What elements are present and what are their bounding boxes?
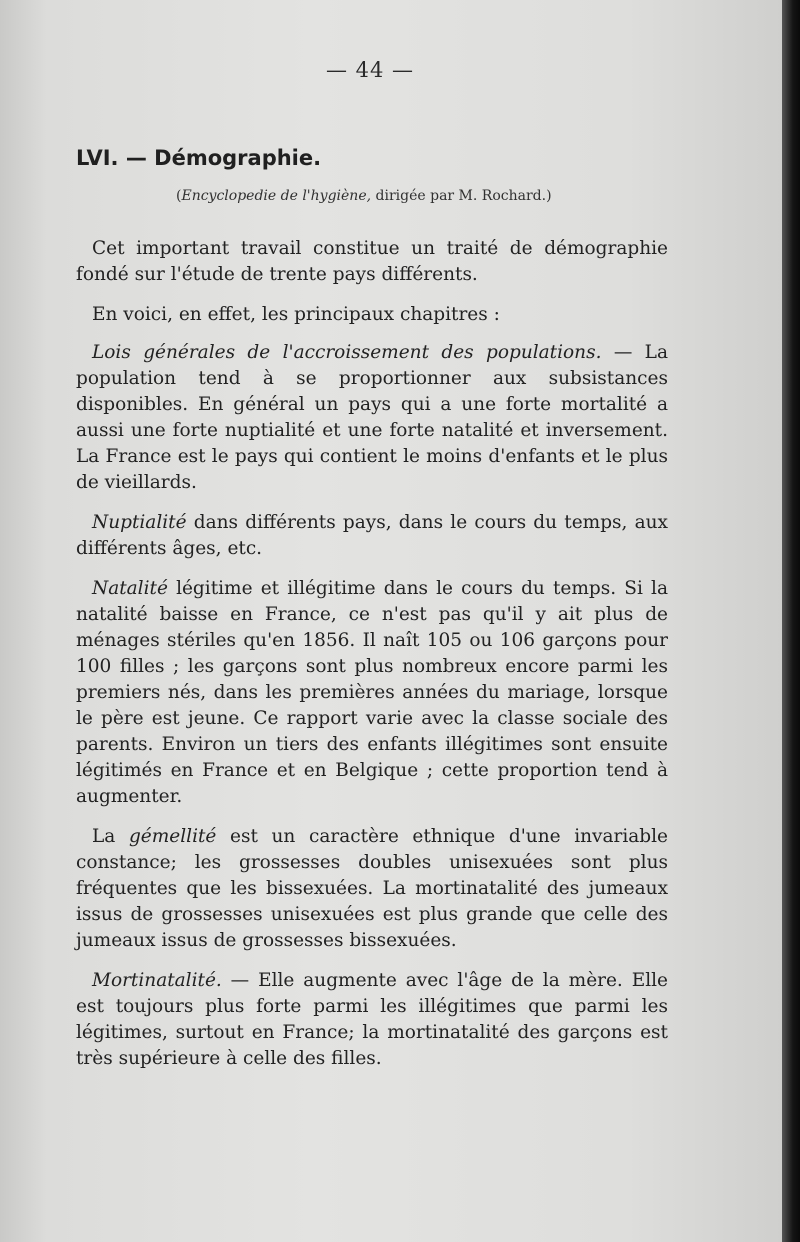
- paragraph-prefix: La: [92, 826, 129, 847]
- paragraph-intro: [76, 236, 668, 288]
- paragraph-lead: Lois générales de l'accroissement des populations.: [92, 342, 602, 363]
- paragraph-text: légitime et illégitime dans le cours du temps. Si la natalité baisse en France, ce n'est pas qu'il y ait plus de ménages stériles qu'en 1856. Il naît 105 ou 106 garçons pour 100 filles ; les garçons sont plus nombreux encore parmi les premiers nés, dans les premières années du mariage, lorsque le père est jeune. Ce rapport varie avec la classe sociale des parents. Environ un tiers des enfants illégitimes sont ensuite légitimés en France et en Belgique ; cette proportion tend à augmenter.: [76, 578, 668, 807]
- paragraph-text: — Elle augmente avec l'âge de la mère. Elle est toujours plus forte parmi les illégitimes que parmi les légitimes, surtout en France; la mortinatalité des garçons est très supérieure à celle des filles.: [76, 970, 668, 1069]
- source-editor: dirigée par M. Rochard.: [371, 188, 547, 204]
- paragraph-mortinatalite: [76, 968, 668, 1072]
- paragraph-lead: Natalité: [92, 578, 168, 599]
- source-work: Encyclopedie de l'hygiène,: [181, 188, 372, 204]
- paragraph-text: Cet important travail constitue un traité de démographie fondé sur l'étude de trente pays différents.: [76, 238, 668, 285]
- paragraph-lead: Mortinatalité.: [92, 970, 222, 991]
- paragraph-natalite: [76, 576, 668, 810]
- paragraph-chapters: [76, 302, 668, 328]
- page-number: — 44 —: [325, 58, 415, 82]
- paragraph-text: est un caractère ethnique d'une invariable constance; les grossesses doubles unisexuées sont plus fréquentes que les bissexuées. La mortinatalité des jumeaux issus de grossesses unisexuées est plus grande que celle des jumeaux issus de grossesses bissexuées.: [76, 826, 669, 951]
- paragraph-text: En voici, en effet, les principaux chapitres :: [92, 304, 500, 325]
- chapter-title: LVI. — Démographie.: [76, 146, 322, 170]
- source-reference: (Encyclopedie de l'hygiène, dirigée par M. Rochard.): [176, 188, 552, 204]
- paragraph-nuptialite: [76, 510, 668, 562]
- scan-page-edge: [782, 0, 800, 1242]
- paragraph-text: — La population tend à se proportionner aux subsistances disponibles. En général un pays qui a une forte mortalité a aussi une forte nuptialité et une forte natalité et inversement. La France est le pays qui contient le moins d'enfants et le plus de vieillards.: [76, 342, 668, 493]
- paragraph-text: dans différents pays, dans le cours du temps, aux différents âges, etc.: [76, 512, 668, 559]
- paragraph-lead: gémellité: [128, 826, 217, 847]
- paragraph-gemellite: [76, 824, 668, 954]
- body-text: [76, 236, 668, 1086]
- paragraph-lois-generales: [76, 340, 668, 496]
- paragraph-lead: Nuptialité: [92, 512, 187, 533]
